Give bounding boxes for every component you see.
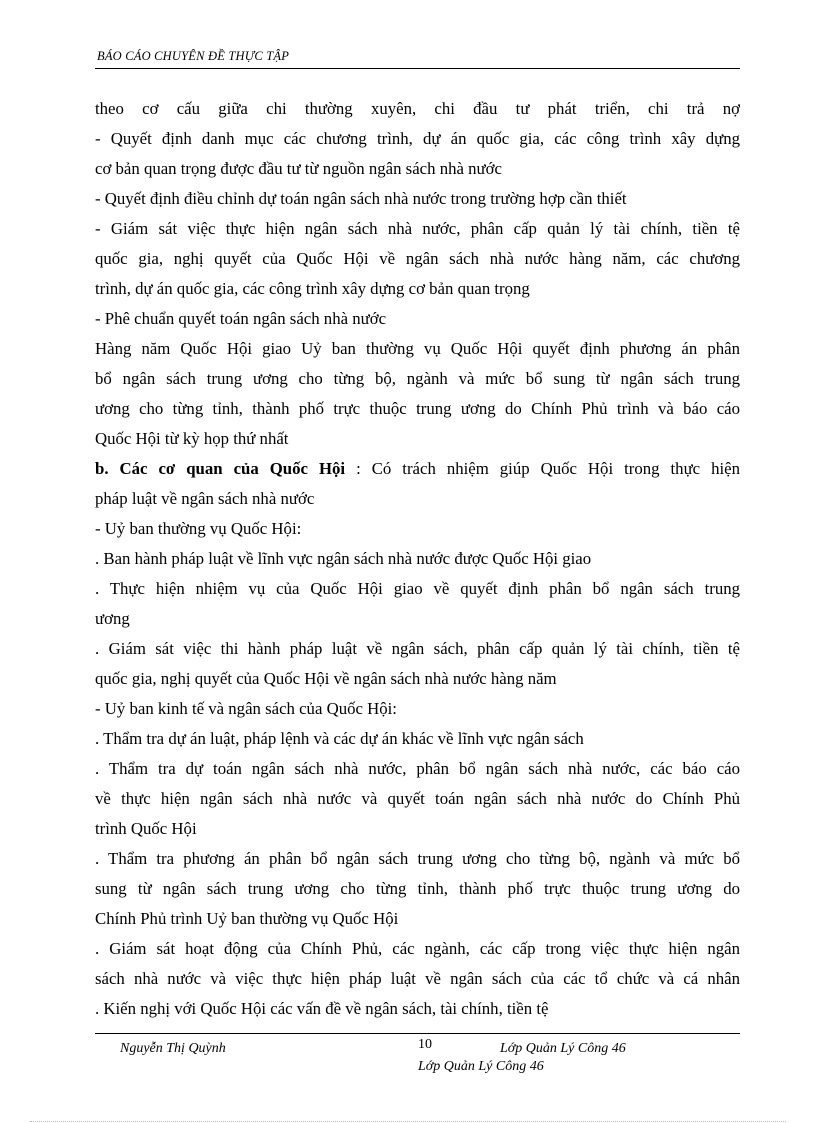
footer-author: Nguyễn Thị Quỳnh bbox=[120, 1041, 226, 1056]
document-body bbox=[95, 94, 740, 1024]
header-title: BÁO CÁO CHUYÊN ĐỀ THỰC TẬP bbox=[97, 49, 290, 63]
text-line: quốc gia, nghị quyết của Quốc Hội về ngân sách nhà nước hàng năm, các chương bbox=[95, 249, 740, 268]
footer-class: Lớp Quản Lý Công 46 bbox=[500, 1041, 626, 1056]
text-line: sách nhà nước và việc thực hiện pháp luật về ngân sách của các tổ chức và cá nhân bbox=[95, 969, 740, 988]
footer-class-repeat: Lớp Quản Lý Công 46 bbox=[418, 1059, 544, 1074]
text-line: . Thẩm tra phương án phân bổ ngân sách trung ương cho từng bộ, ngành và mức bổ bbox=[95, 849, 740, 868]
text-line: - Giám sát việc thực hiện ngân sách nhà nước, phân cấp quản lý tài chính, tiền tệ bbox=[95, 219, 740, 238]
text-line: . Giám sát hoạt động của Chính Phủ, các ngành, các cấp trong việc thực hiện ngân bbox=[95, 939, 740, 958]
text-line: về thực hiện ngân sách nhà nước và quyết toán ngân sách nhà nước do Chính Phủ bbox=[95, 789, 740, 808]
footer-rule bbox=[95, 1033, 740, 1034]
page-number: 10 bbox=[418, 1037, 432, 1052]
text-line: pháp luật về ngân sách nhà nước bbox=[95, 489, 315, 508]
text-line bbox=[95, 454, 740, 484]
text-line: - Uỷ ban kinh tế và ngân sách của Quốc Hội: bbox=[95, 699, 397, 718]
text-line: - Quyết định điều chỉnh dự toán ngân sách nhà nước trong trường hợp cần thiết bbox=[95, 189, 627, 208]
text-line: quốc gia, nghị quyết của Quốc Hội về ngân sách nhà nước hàng năm bbox=[95, 669, 557, 688]
text-line: trình Quốc Hội bbox=[95, 819, 197, 838]
text-line: trình, dự án quốc gia, các công trình xây dựng cơ bản quan trọng bbox=[95, 279, 530, 298]
text-line: ương cho từng tỉnh, thành phố trực thuộc trung ương do Chính Phủ trình và báo cáo bbox=[95, 399, 740, 418]
text-line: Chính Phủ trình Uỷ ban thường vụ Quốc Hội bbox=[95, 909, 399, 928]
text-line: . Thẩm tra dự toán ngân sách nhà nước, phân bổ ngân sách nhà nước, các báo cáo bbox=[95, 759, 740, 778]
text-line: . Thực hiện nhiệm vụ của Quốc Hội giao về quyết định phân bổ ngân sách trung bbox=[95, 579, 740, 598]
page-boundary bbox=[30, 1121, 786, 1122]
text-line: sung từ ngân sách trung ương cho từng tỉnh, thành phố trực thuộc trung ương do bbox=[95, 879, 740, 898]
text-line: - Uỷ ban thường vụ Quốc Hội: bbox=[95, 519, 302, 538]
text-line: ương bbox=[95, 609, 130, 628]
text-line: . Kiến nghị với Quốc Hội các vấn đề về ngân sách, tài chính, tiền tệ bbox=[95, 999, 549, 1018]
text-line: Hàng năm Quốc Hội giao Uỷ ban thường vụ Quốc Hội quyết định phương án phân bbox=[95, 339, 740, 358]
text-line: - Quyết định danh mục các chương trình, dự án quốc gia, các công trình xây dựng bbox=[95, 129, 740, 148]
section-heading-desc: : Có trách nhiệm giúp Quốc Hội trong thực hiện bbox=[345, 459, 740, 478]
text-line: - Phê chuẩn quyết toán ngân sách nhà nước bbox=[95, 309, 387, 328]
page-header bbox=[95, 46, 740, 69]
text-line: . Ban hành pháp luật về lĩnh vực ngân sách nhà nước được Quốc Hội giao bbox=[95, 549, 592, 568]
text-line: bổ ngân sách trung ương cho từng bộ, ngành và mức bổ sung từ ngân sách trung bbox=[95, 369, 740, 388]
text-line: cơ bản quan trọng được đầu tư từ nguồn ngân sách nhà nước bbox=[95, 159, 502, 178]
text-line: . Giám sát việc thi hành pháp luật về ngân sách, phân cấp quản lý tài chính, tiền tệ bbox=[95, 639, 740, 658]
section-heading: b. Các cơ quan của Quốc Hội bbox=[95, 459, 346, 478]
text-line: Quốc Hội từ kỳ họp thứ nhất bbox=[95, 429, 289, 448]
text-line: . Thẩm tra dự án luật, pháp lệnh và các dự án khác về lĩnh vực ngân sách bbox=[95, 729, 584, 748]
text-line: theo cơ cấu giữa chi thường xuyên, chi đầu tư phát triển, chi trả nợ bbox=[95, 99, 740, 118]
